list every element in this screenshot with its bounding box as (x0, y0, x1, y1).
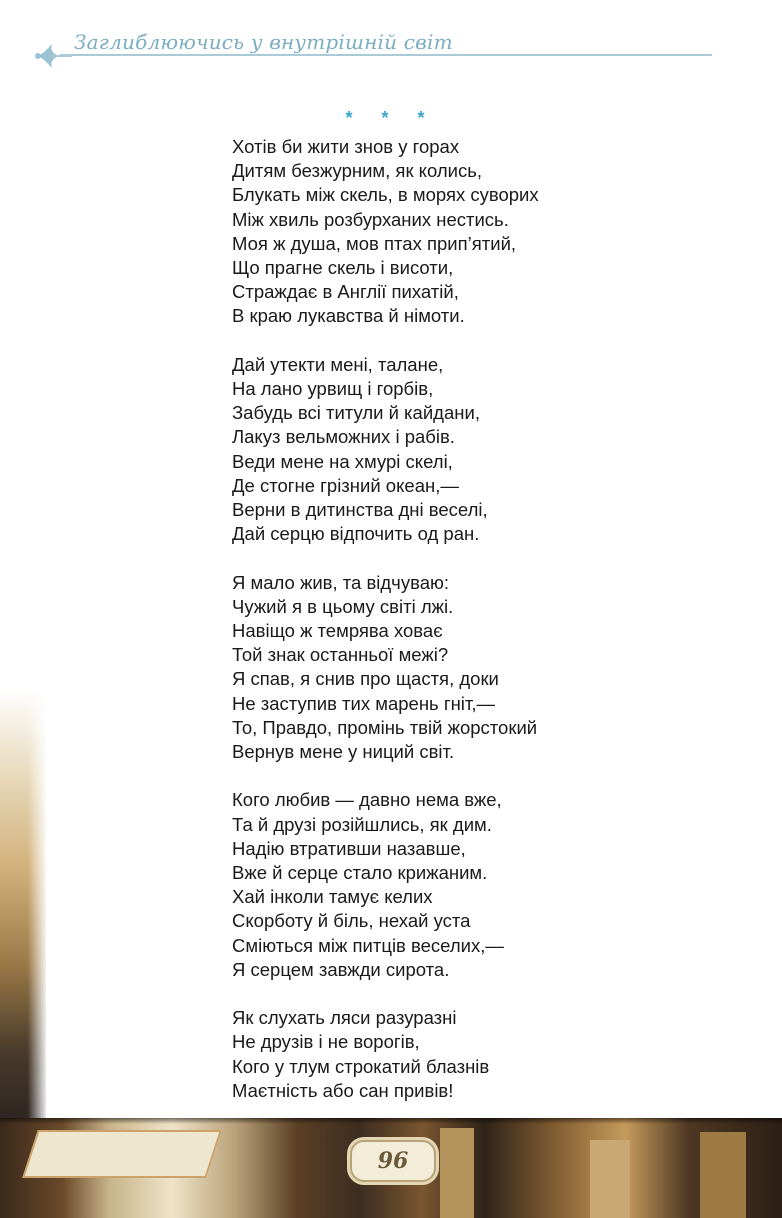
poem-line: Де стогне грізний океан,— (232, 474, 459, 496)
stanza (232, 135, 752, 329)
poem-line: Кого любив — давно нема вже, (232, 789, 502, 811)
section-divider: * * * (345, 108, 437, 128)
book-spine-art (440, 1128, 474, 1218)
poem-line: Сміються між питців веселих,— (232, 934, 504, 956)
stanza (232, 1006, 752, 1103)
header-title: Заглиблюючись у внутрішній світ (74, 30, 453, 54)
poem-line: В краю лукавства й німоти. (232, 305, 465, 327)
poem-line: Вже й серце стало крижаним. (232, 862, 488, 884)
poem-line: Не друзів і не ворогів, (232, 1031, 420, 1053)
poem-line: Не заступив тих марень гніт,— (232, 692, 495, 714)
stanza (232, 788, 752, 982)
poem-line: Блукать між скель, в морях суворих (232, 184, 539, 206)
poem-line: На лано урвищ і горбів, (232, 378, 434, 400)
book-spine-art (700, 1132, 746, 1218)
poem-line: Маєтність або сан привів! (232, 1079, 454, 1101)
poem-line: Я мало жив, та відчуваю: (232, 571, 449, 593)
poem-line: То, Правдо, промінь твій жорстокий (232, 716, 538, 738)
poem-body (232, 135, 752, 1127)
poem-line: Вернув мене у ниций світ. (232, 741, 455, 763)
poem-line: Хай інколи тамує келих (232, 886, 433, 908)
poem-line: Той знак останньої межі? (232, 644, 449, 666)
side-art-fade (0, 690, 46, 1130)
stanza (232, 571, 752, 765)
poem-line: Надію втративши назавше, (232, 837, 466, 859)
poem-line: Верни в дитинства дні веселі, (232, 499, 488, 521)
book-spine-art (590, 1140, 630, 1218)
footer-shadow (0, 1118, 782, 1124)
poem-line: Чужий я в цьому світі лжі. (232, 595, 454, 617)
page-number: 96 (350, 1140, 436, 1182)
poem-line: Моя ж душа, мов птах прип’ятий, (232, 232, 517, 254)
poem-line: Та й друзі розійшлись, як дим. (232, 813, 492, 835)
poem-line: Скорботу й біль, нехай уста (232, 910, 471, 932)
poem-line: Хотів би жити знов у горах (232, 136, 460, 157)
poem-line: Я спав, я снив про щастя, доки (232, 668, 499, 690)
poem-line: Кого у тлум строкатий блазнів (232, 1055, 490, 1077)
poem-line: Веди мене на хмурі скелі, (232, 450, 453, 472)
poem-line: Дай серцю відпочить од ран. (232, 523, 480, 545)
stanza (232, 353, 752, 547)
open-book-art (22, 1130, 222, 1178)
poem-line: Навіщо ж темрява ховає (232, 620, 443, 642)
running-header (0, 0, 782, 80)
poem-line: Дай утекти мені, талане, (232, 353, 444, 375)
poem-line: Забудь всі титули й кайдани, (232, 402, 480, 424)
poem-line: Я серцем завжди сирота. (232, 958, 450, 980)
poem-line: Лакуз вельможних і рабів. (232, 426, 455, 448)
poem-line: Між хвиль розбурханих нестись. (232, 208, 509, 230)
header-rule (60, 54, 712, 56)
fleur-de-lis-icon (30, 36, 74, 70)
poem-line: Дитям безжурним, як колись, (232, 160, 483, 182)
poem-line: Страждає в Англії пихатій, (232, 281, 459, 303)
poem-line: Що прагне скель і висоти, (232, 257, 454, 279)
poem-line: Як слухать ляси разуразні (232, 1007, 457, 1029)
